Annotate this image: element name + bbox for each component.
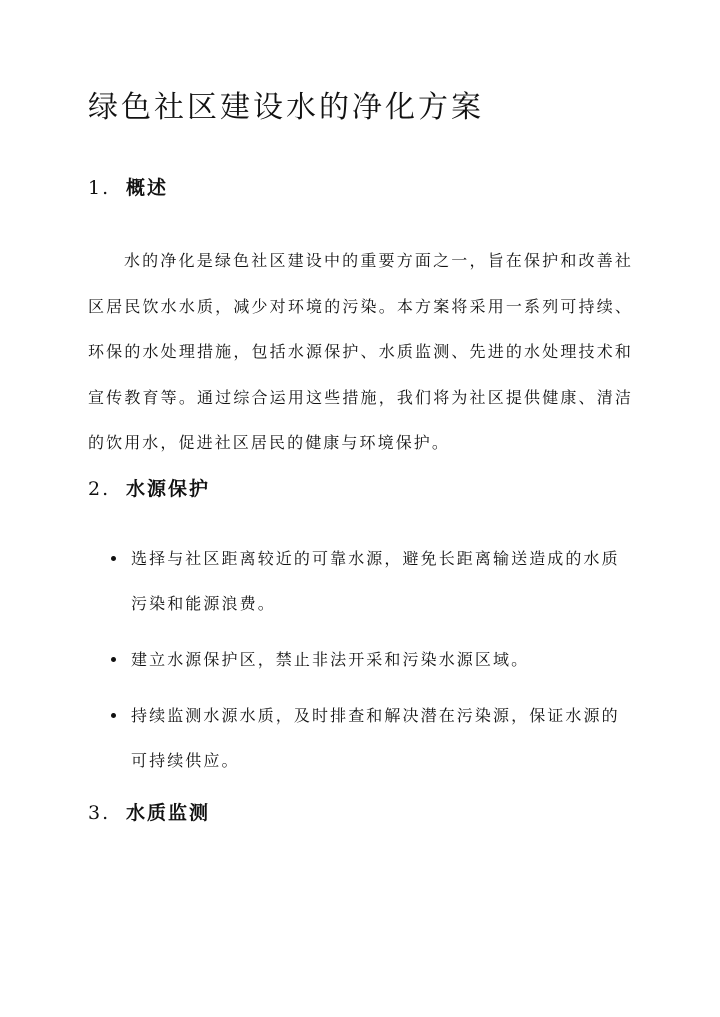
overview-paragraph: 水的净化是绿色社区建设中的重要方面之一，旨在保护和改善社区居民饮水水质，减少对环境的污染。本方案将采用一系列可持续、环保的水处理措施，包括水源保护、水质监测、先进的水处理技术和宣传教育等。通过综合运用这些措施，我们将为社区提供健康、清洁的饮用水，促进社区居民的健康与环境保护。 xyxy=(88,251,633,452)
list-item xyxy=(88,637,633,682)
section-number: 3. xyxy=(88,802,111,824)
section-number: 2. xyxy=(88,478,111,500)
section-heading-overview xyxy=(88,174,168,202)
bullet-icon xyxy=(111,713,116,718)
section-number: 1. xyxy=(88,177,111,199)
list-item xyxy=(88,536,633,626)
list-item-text: 选择与社区距离较近的可靠水源，避免长距离输送造成的水质污染和能源浪费。 xyxy=(131,549,620,613)
list-item-text: 持续监测水源水质，及时排查和解决潜在污染源，保证水源的可持续供应。 xyxy=(131,706,620,770)
bullet-icon xyxy=(111,556,116,561)
section-heading-water-quality-monitoring xyxy=(88,799,210,827)
section-title: 概述 xyxy=(126,177,169,199)
section-title: 水质监测 xyxy=(126,802,211,824)
document-title: 绿色社区建设水的净化方案 xyxy=(88,90,484,125)
list-item-text: 建立水源保护区，禁止非法开采和污染水源区域。 xyxy=(131,650,530,669)
water-source-protection-list xyxy=(88,536,633,794)
bullet-icon xyxy=(111,657,116,662)
list-item xyxy=(88,693,633,783)
section-heading-water-source-protection xyxy=(88,475,210,503)
section-title: 水源保护 xyxy=(126,478,211,500)
